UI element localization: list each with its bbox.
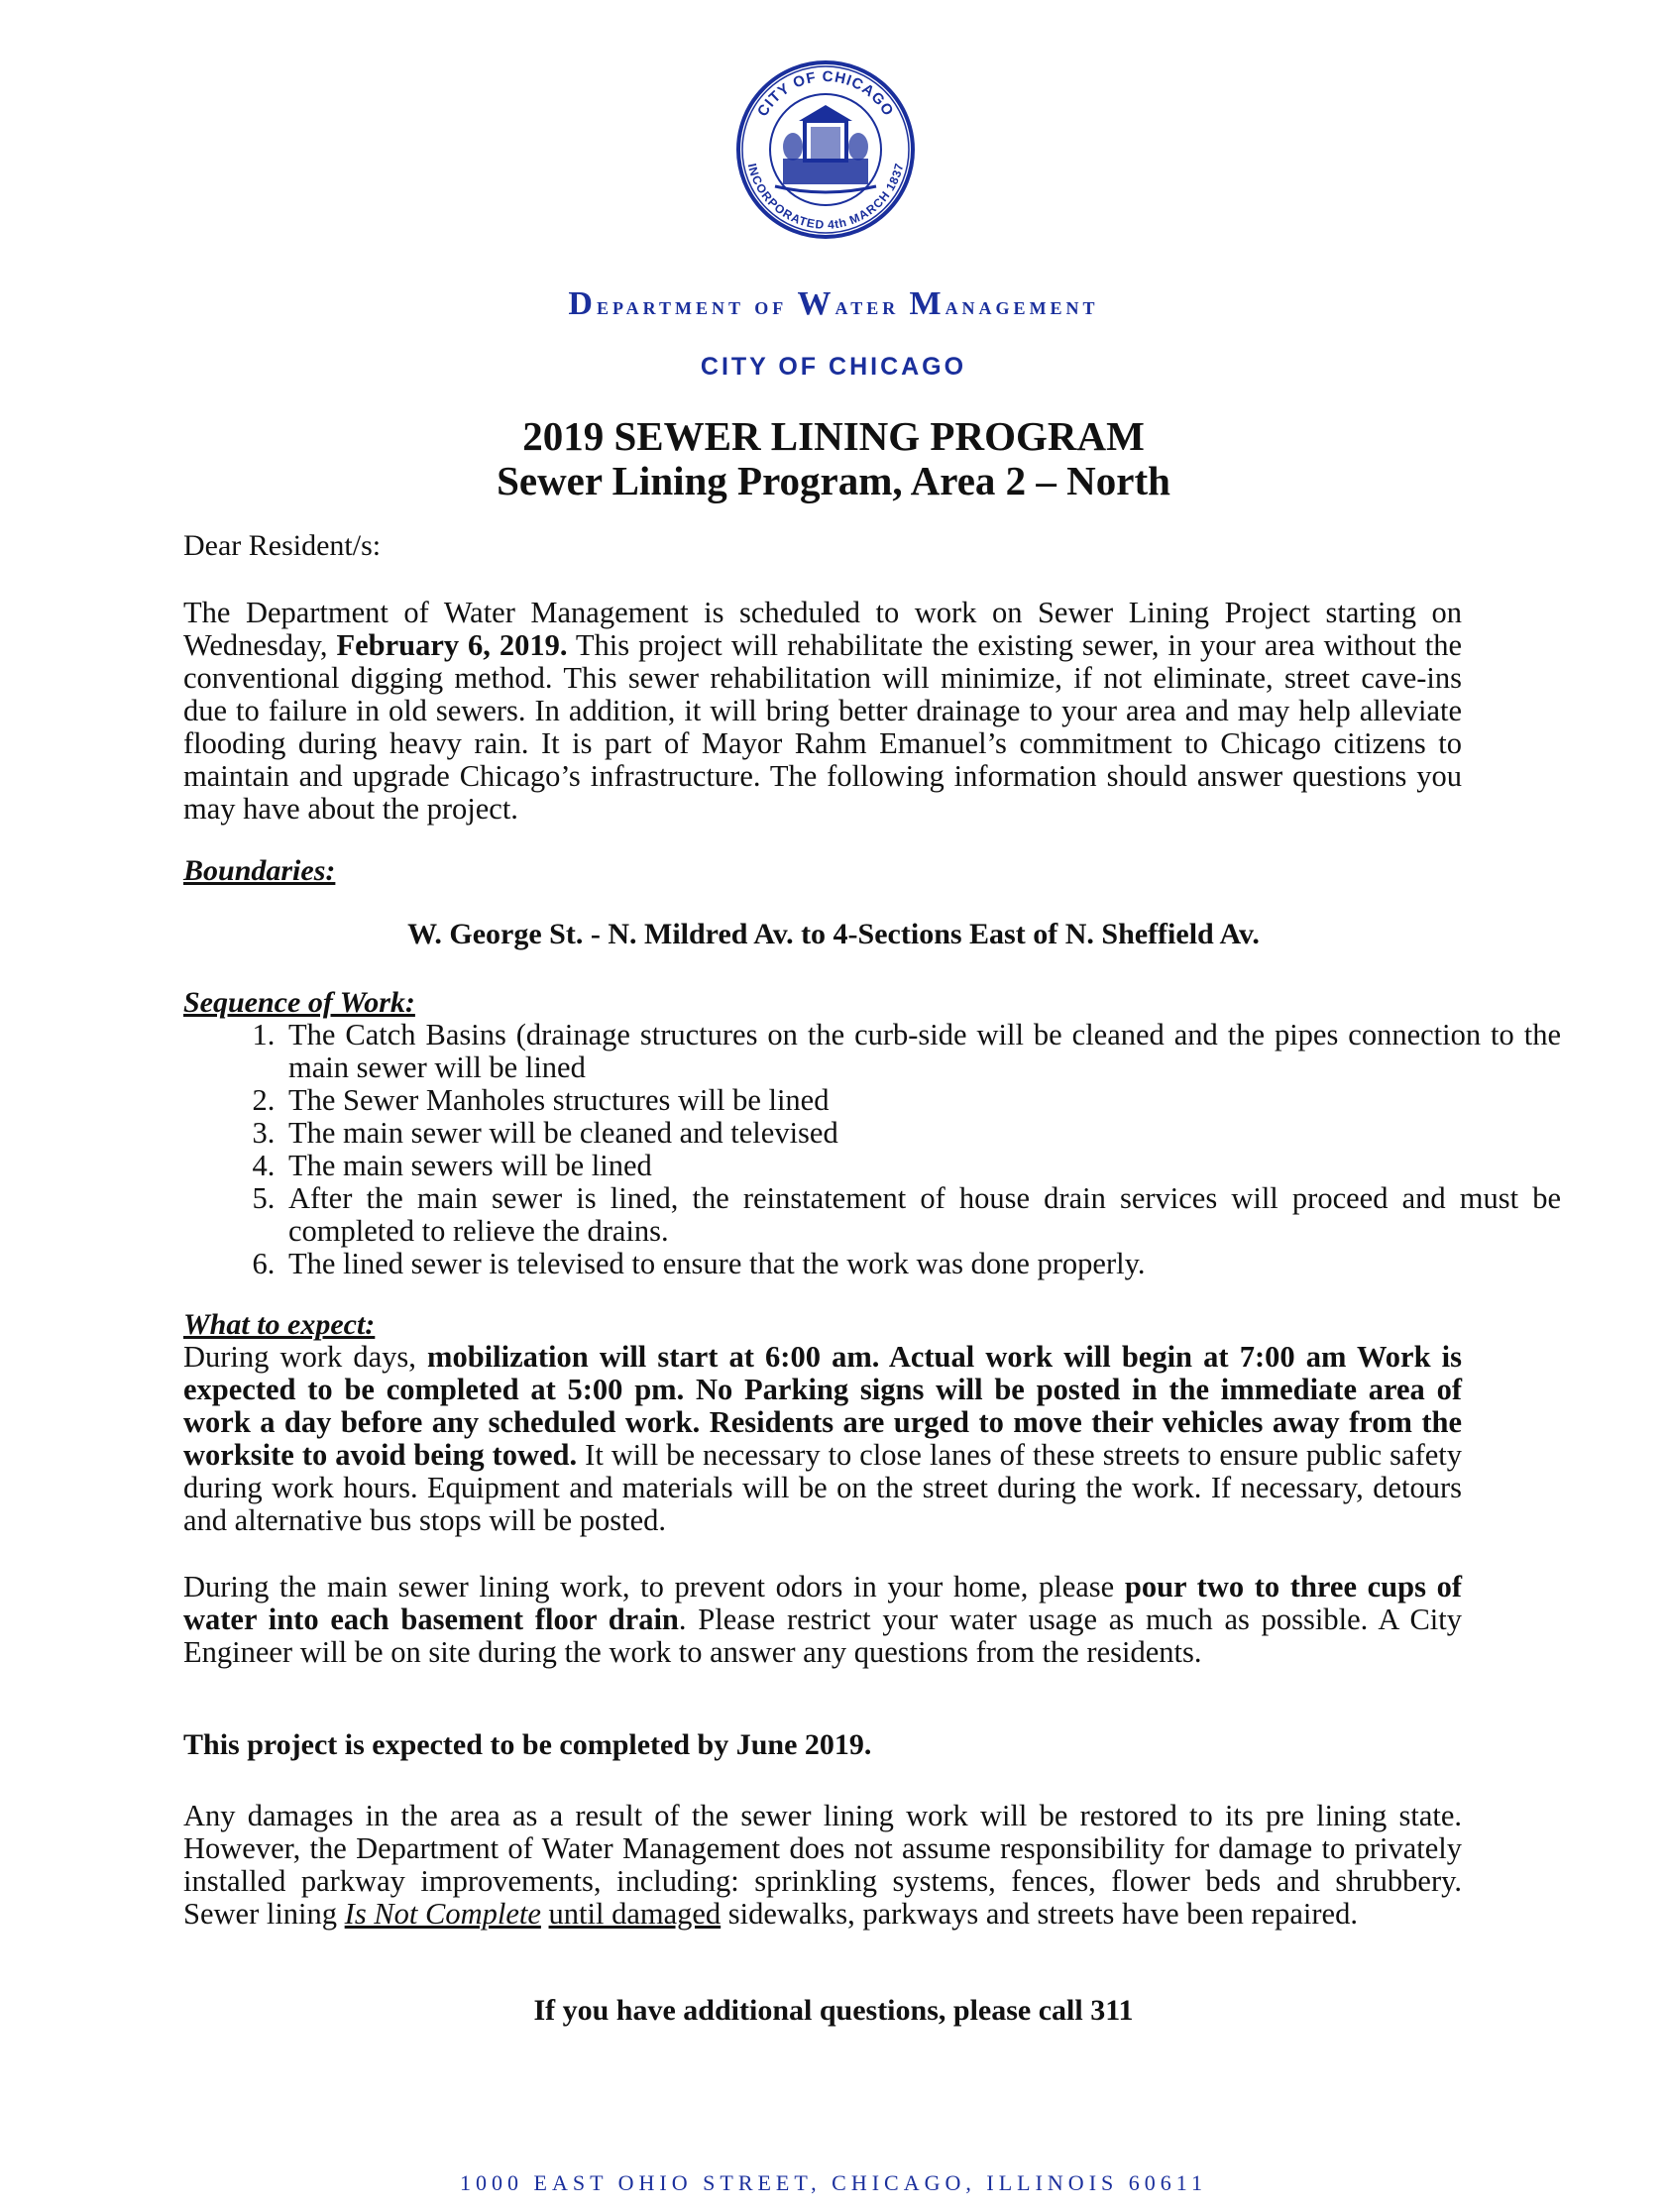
intro-text-1: The Department of Water Management is scheduled to work on Sewer Lining Project starting on Wednesday,	[183, 596, 1462, 662]
seal-bottom-text: INCORPORATED 4th MARCH 1837	[744, 162, 907, 232]
sequence-step: 3. The main sewer will be cleaned and televised	[282, 1117, 1561, 1150]
dept-word2-rest: ater	[834, 293, 900, 320]
sequence-list	[183, 1019, 1561, 1280]
title-line-2: Sewer Lining Program, Area 2 – North	[497, 458, 1170, 503]
intro-paragraph	[183, 597, 1462, 826]
city-name: CITY OF CHICAGO	[700, 353, 967, 381]
damages-paragraph	[183, 1800, 1462, 1931]
damages-text-1: Any damages in the area as a result of the sewer lining work will be restored to its pre lining state. However, the Department of Water Management does not assume responsibility for damage to privately installed parkway improvements, including: sprinkling systems, fences, flower beds and shrubbery. Sewer lining	[183, 1799, 1462, 1931]
dept-word-of: of	[754, 293, 788, 320]
expect-paragraph	[183, 1341, 1462, 1537]
dept-word2-initial: W	[797, 285, 835, 322]
document-title	[0, 414, 1667, 503]
damages-underlined-text: until damaged	[548, 1897, 722, 1931]
odor-text-1: During the main sewer lining work, to prevent odors in your home, please	[183, 1570, 1115, 1604]
expect-heading: What to expect:	[183, 1308, 376, 1341]
boundaries-text: W. George St. - N. Mildred Av. to 4-Sections East of N. Sheffield Av.	[407, 918, 1260, 950]
sequence-step: 1. The Catch Basins (drainage structures on the curb-side will be cleaned and the pipes connection to the main sewer will be lined	[282, 1019, 1561, 1084]
dept-word1-rest: epartment	[596, 293, 745, 320]
footer-address: 1000 EAST OHIO STREET, CHICAGO, ILLINOIS 60611	[460, 2170, 1207, 2195]
intro-text-2: This project will rehabilitate the existing sewer, in your area without the conventional digging method. This sewer rehabilitation will minimize, if not eliminate, street cave-ins due to failure in old sewers. In addition, it will bring better drainage to your area and may help alleviate flooding during heavy rain. It is part of Mayor Rahm Emanuel’s commitment to Chicago citizens to maintain and upgrade Chicago’s infrastructure. The following information should answer questions you may have about the project.	[183, 628, 1463, 826]
salutation: Dear Resident/s:	[183, 529, 382, 562]
odor-text-2: . Please restrict your water usage as much as possible. A City Engineer will be on site during the work to answer any questions from the residents.	[183, 1603, 1462, 1669]
sequence-heading: Sequence of Work:	[183, 986, 415, 1019]
sequence-step: 2. The Sewer Manholes structures will be lined	[282, 1084, 1561, 1117]
dept-word3-initial: M	[909, 285, 945, 322]
city-seal	[735, 59, 916, 240]
completion-statement: This project is expected to be completed by June 2019.	[183, 1728, 872, 1761]
expect-text-2: It will be necessary to close lanes of these streets to ensure public safety during work hours. Equipment and materials will be on the street during the work. If necessary, detours and alternative bus stops will be posted.	[183, 1438, 1462, 1537]
department-name	[0, 285, 1667, 323]
expect-bold-text: mobilization will start at 6:00 am. Actual work will begin at 7:00 am Work is expected to be completed at 5:00 pm. No Parking signs will be posted in the immediate area of work a day before any scheduled work. Residents are urged to move their vehicles away from the worksite to avoid being towed.	[183, 1340, 1463, 1472]
odor-bold-text: pour two to three cups of water into each basement floor drain	[183, 1570, 1463, 1636]
sequence-step: 6. The lined sewer is televised to ensure that the work was done properly.	[282, 1248, 1561, 1280]
intro-date: February 6, 2019.	[336, 628, 568, 662]
title-line-1: 2019 SEWER LINING PROGRAM	[522, 413, 1145, 459]
questions-line: If you have additional questions, please call 311	[533, 1994, 1134, 2027]
sequence-step: 4. The main sewers will be lined	[282, 1150, 1561, 1182]
expect-text-1: During work days,	[183, 1340, 416, 1374]
dept-word3-rest: anagement	[945, 293, 1099, 320]
damages-text-2: sidewalks, parkways and streets have been repaired.	[727, 1897, 1358, 1931]
seal-top-text: CITY OF CHICAGO	[753, 67, 898, 120]
boundaries-heading: Boundaries:	[183, 854, 336, 887]
damages-italic-text: Is Not Complete	[344, 1897, 541, 1931]
sequence-step: 5. After the main sewer is lined, the reinstatement of house drain services will proceed and must be completed to relieve the drains.	[282, 1182, 1561, 1248]
odor-paragraph	[183, 1571, 1462, 1669]
city-seal-graphic	[735, 59, 916, 240]
dept-word1-initial: D	[568, 285, 597, 322]
